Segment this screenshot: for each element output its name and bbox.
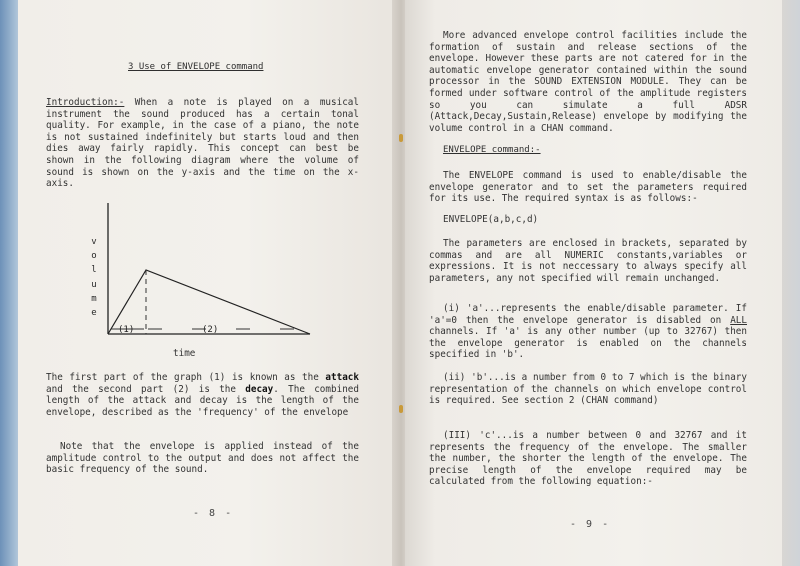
intro-text: When a note is played on a musical instrument the sound produced has a certain tonal quality. For example, in the case of a piano, the note is not sustained indefinitely but starts loud and then dies away fairly rapidly. This concept can best be shown in the following diagram where the volume of sound is shown on the y-axis and the time on the x-axis. [46,97,359,190]
syntax-line: ENVELOPE(a,b,c,d) [443,214,539,225]
attack-term: attack [325,372,359,383]
param-b-paragraph: (ii) 'b'...is a number from 0 to 7 which is the binary representation of the channels on which envelope control is required. See section 2 (CHAN command) [429,372,747,407]
param-a-text-2: channels. If 'a' is any other number (up to 32767) then the envelope generator is enabled on the channels specified in 'b'. [429,326,747,361]
envelope-command-heading: ENVELOPE command:- [443,145,541,155]
staple-bottom [399,405,403,413]
binder-edge-right [782,0,800,566]
left-page-number: - 8 - [193,508,234,519]
right-page [405,0,783,566]
staple-top [399,134,403,142]
param-a-text-1: (i) 'a'...represents the enable/disable parameter. If 'a'=0 then the envelope generator is disabled on [429,303,747,326]
right-page-number: - 9 - [570,519,611,530]
advanced-envelope-paragraph: More advanced envelope control facilities include the formation of sustain and release sections of the envelope. However these parts are not catered for in the automatic envelope generator contained within the sound processor in the SOUND EXTENSION MODULE. They can be formed under software control of the amplitude registers so you can simulate a full ADSR (Attack,Decay,Sustain,Release) envelope by modifying the volume control in a CHAN command. [429,30,747,134]
decay-label: (2) [202,325,219,335]
y-axis-label: volume [91,237,97,319]
para2-text-b: and the second part (2) is the [46,383,246,395]
para2-text-c: . The combined length of the attack and decay is the length of the envelope, described as the 'frequency' of the envelope [46,383,359,418]
section-title: 3 Use of ENVELOPE command [128,62,264,72]
intro-paragraph [46,97,359,190]
param-a-paragraph [429,303,747,361]
envelope-graph [78,198,318,368]
x-axis-label: time [173,348,196,359]
param-a-all: ALL [730,314,747,326]
intro-label: Introduction:- [46,97,125,108]
param-c-paragraph: (III) 'c'...is a number between 0 and 32767 and it represents the frequency of the envelope. The smaller the number, the shorter the length of the envelope. The precise length of the envelope required may be calculated from the following equation:- [429,430,747,488]
note-paragraph: Note that the envelope is applied instead of the amplitude control to the output and does not affect the basic frequency of the sound. [46,441,359,476]
attack-label: (1) [118,325,135,335]
attack-decay-paragraph [46,372,359,418]
para2-text-a: The first part of the graph (1) is known as the [46,372,326,383]
parameters-paragraph: The parameters are enclosed in brackets, separated by commas and are all NUMERIC constants,variables or expressions. It is not neccessary to always specify all parameters, any not specified will remain unchanged. [429,238,747,284]
envelope-command-paragraph: The ENVELOPE command is used to enable/disable the envelope generator and to set the parameters required for its use. The required syntax is as follows:- [429,170,747,205]
decay-term: decay [245,383,274,395]
left-page [18,0,398,566]
